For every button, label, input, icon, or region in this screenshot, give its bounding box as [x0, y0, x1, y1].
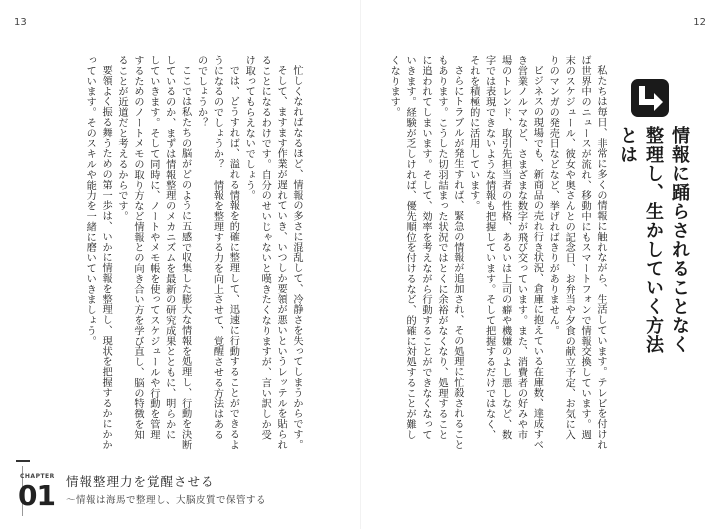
- paragraph: 忙しくなればなるほど、情報の多さに混乱して、冷静さを失ってしまうからです。: [291, 65, 302, 450]
- arrow-down-right-icon: [630, 78, 670, 118]
- chapter-footer: [16, 460, 346, 520]
- heading-line-1: 情報に踊らされることなく: [669, 126, 690, 354]
- gutter-divider: [360, 0, 361, 529]
- paragraph: ビジネスの現場でも、新商品の売れ行き状況、倉庫に抱えている在庫数、達成すべき営業ノルマなど、さまざまな数字が飛び交っています。また、消費者の好みや市場のトレンド、取引先担当者の性格、あるいは上司の癖や機嫌のよし悪しなど、数字では表現できないような情報も把握しています。そして把握するだけではなく、それを積極的に活用しています。: [467, 55, 543, 450]
- page-number-right: 12: [693, 17, 706, 28]
- paragraph: 私たちは毎日、非常に多くの情報に触れながら、生活しています。テレビを付ければ世界中のニュースが流れ、移動中にもスマートフォンで情報交換しています。週末のスケジュール、彼女や奥さんとの記念日、お弁当や夕食の献立予定、お気に入りのマンガの発売日などなど、挙げればきりがありません。: [547, 55, 606, 450]
- paragraph: そして、ますます作業が遅れていき、いつしか要領が悪いというレッテルを貼られることになるわけです。自分のせいじゃないと嘆きたくなりますが、言い訳しか受け取ってもらえないでしょう。: [243, 55, 287, 450]
- section-heading: [617, 78, 692, 358]
- chapter-subtitle: 〜情報は海馬で整理し、大脳皮質で保管する: [66, 495, 267, 506]
- chapter-label: CHAPTER: [20, 473, 55, 480]
- paragraph: では、どうすれば、溢れる情報を的確に整理して、迅速に行動することができるようになるのでしょうか？ 情報を整理する力を向上させて、覚醒させる方法はあるのでしょうか？: [195, 55, 239, 450]
- page-number-left: 13: [14, 17, 27, 28]
- chapter-title: 情報整理力を覚醒させる: [66, 474, 215, 489]
- paragraph: ここでは私たちの脳がどのように五感で収集した膨大な情報を処理し、行動を決断しているのか、まずは情報整理のメカニズムを最新の研究成果とともに、明らかにしていきます。そして同時に、ノートやメモ帳を使ってスケジュールや行動を管理するためのノートメモの取り方など情報との向き合い方を学び直し、脳の特徴を知ることが近道だと考えるからです。: [116, 55, 191, 450]
- right-page-body: [385, 55, 608, 450]
- chapter-number: 01: [18, 479, 55, 512]
- paragraph: さらにトラブルが発生すれば、緊急の情報が追加され、その処理に忙殺されることもあります。こうした切羽詰まった状況ではとくに余裕がなくなり、処理することに追われてしまいます。そして、効率を考えながら行動することができなくなっていきます。経験が乏しければ、優先順位を付けるなど、的確に対処することが難しくなります。: [388, 55, 463, 450]
- chapter-rule: [16, 460, 30, 462]
- heading-line-2: 整理し、生かしていく方法とは: [617, 126, 664, 354]
- paragraph: 要領よく振る舞うための第一歩は、いかに情報を整理し、現状を把握するかにかかっています。そのスキルや能力を一緒に磨いていきましょう。: [84, 55, 112, 450]
- left-page-body: [81, 55, 304, 450]
